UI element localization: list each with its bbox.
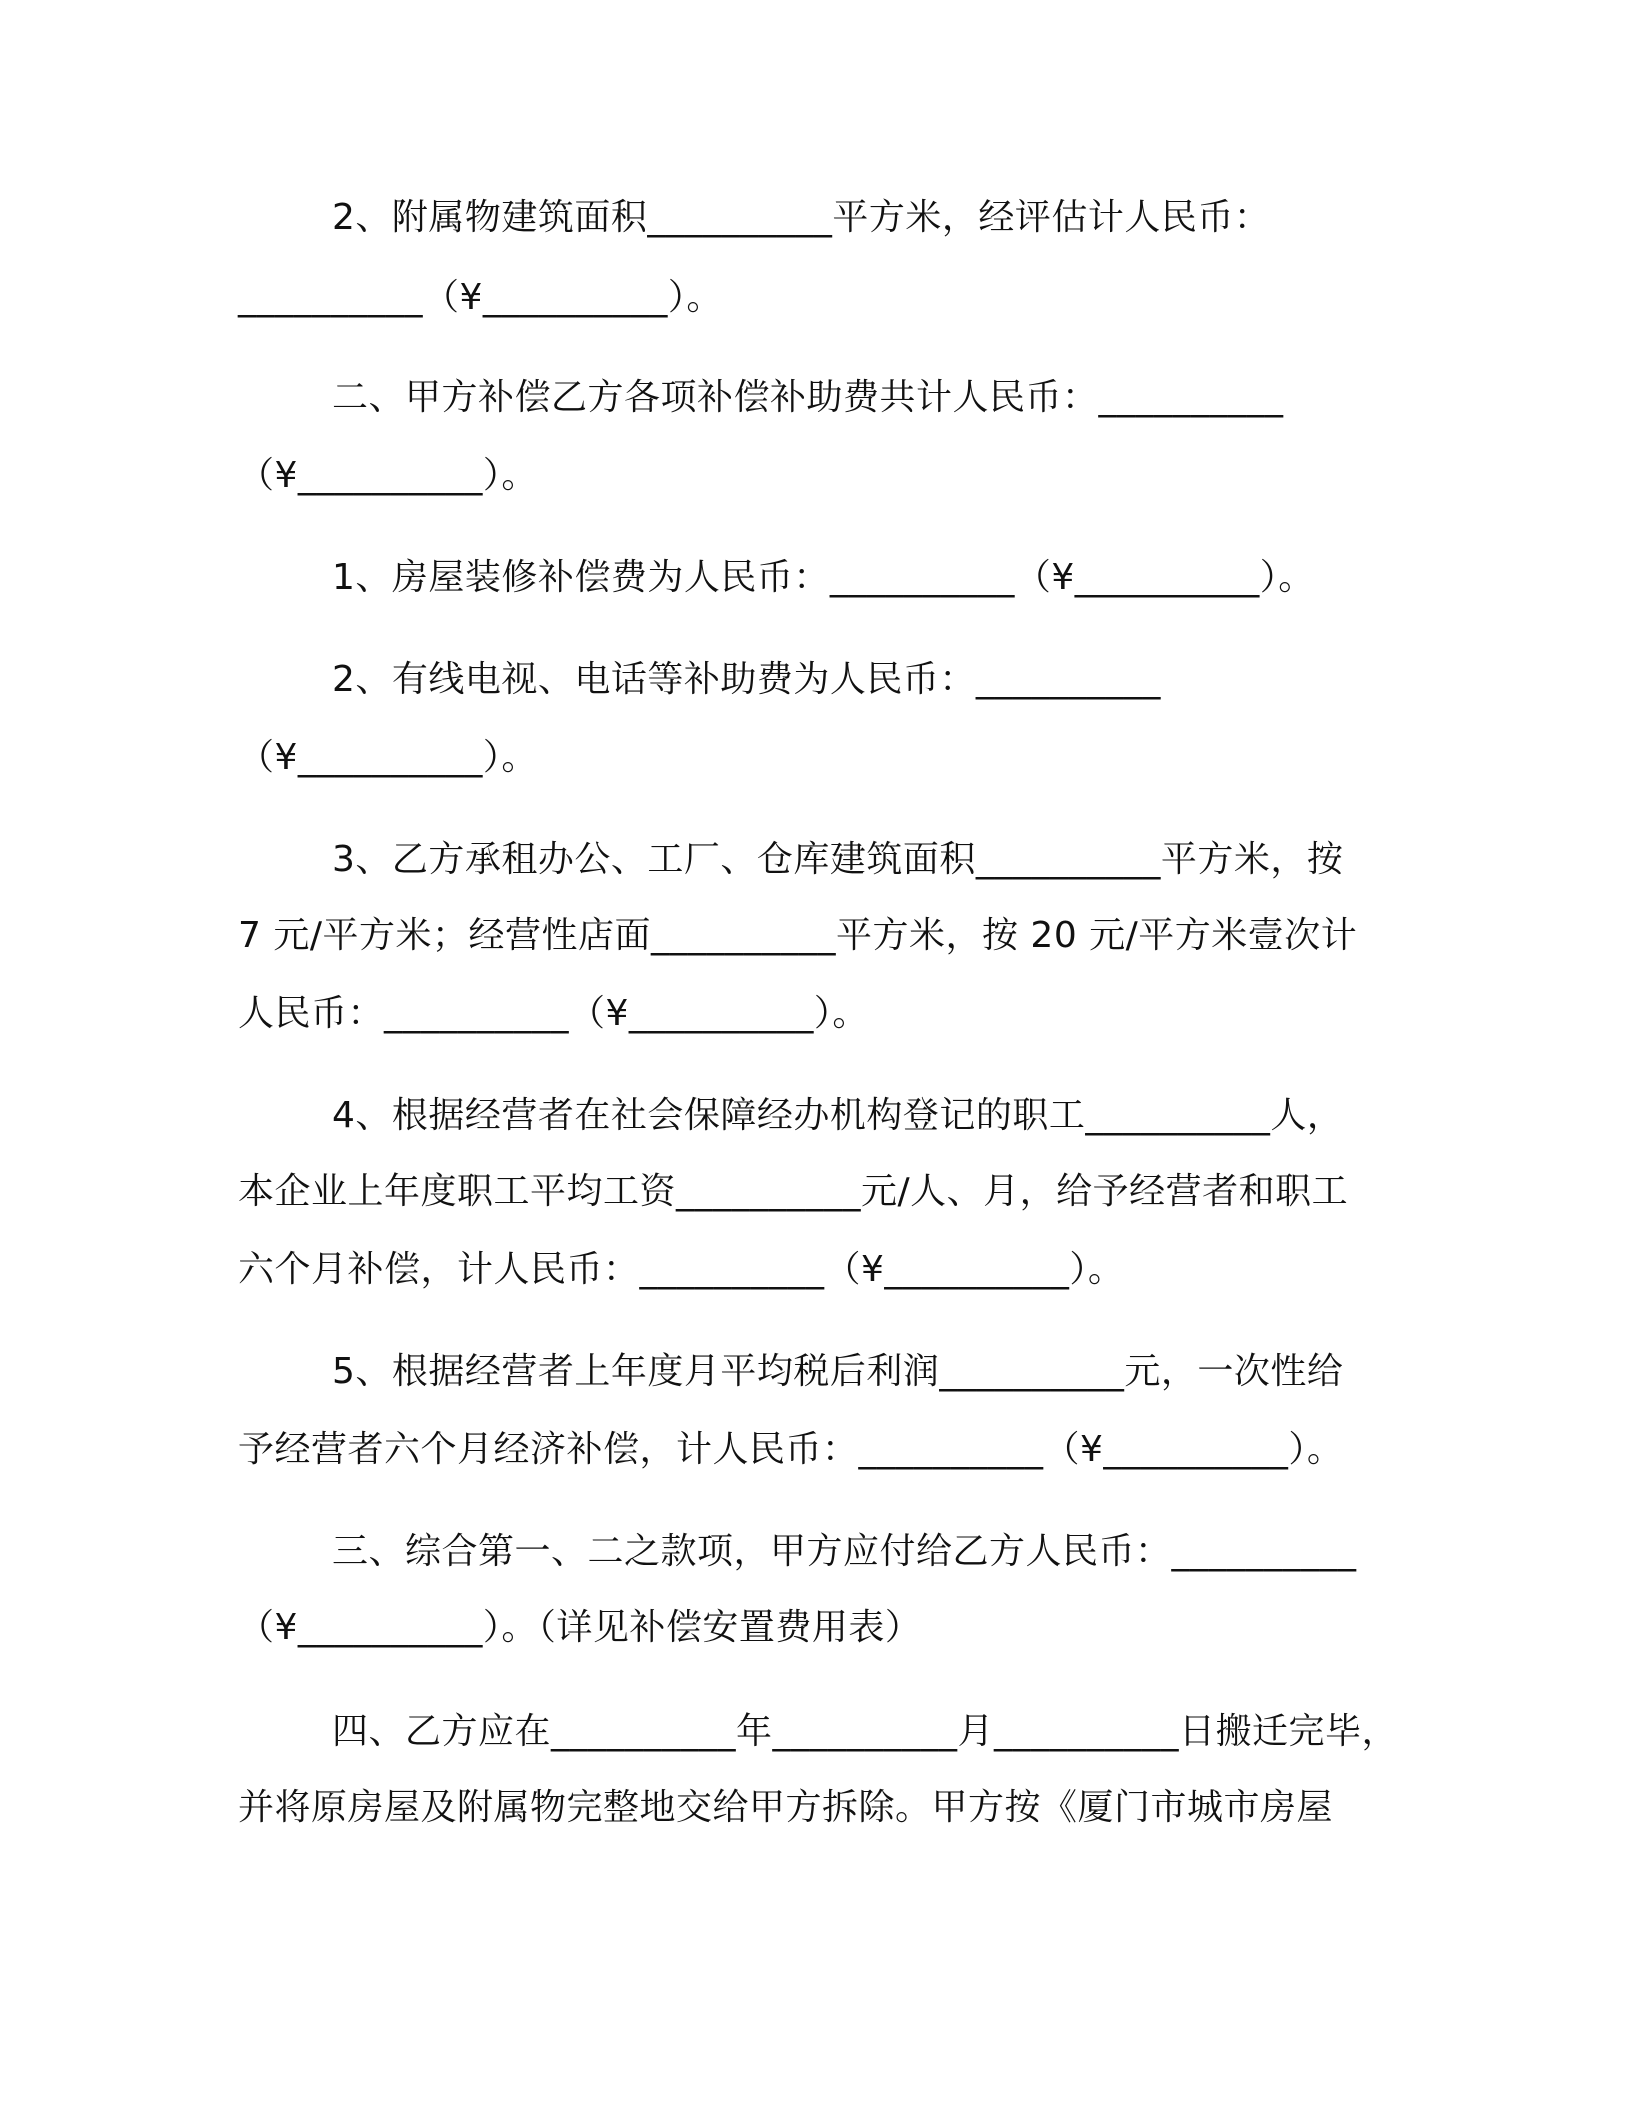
section-4-relocation-date: 四、乙方应在__________年__________月__________日搬迁完毕， — [332, 1711, 1399, 1752]
item-5-profit: 5、根据经营者上年度月平均税后利润__________元，一次性给 — [332, 1351, 1344, 1392]
item-3-leased-area: 3、乙方承租办公、工厂、仓库建筑面积__________平方米，按 — [332, 839, 1344, 880]
item-2-annex-area: 2、附属物建筑面积__________平方米，经评估计人民币： — [332, 197, 1271, 238]
item-3-shopfront: 7 元/平方米；经营性店面__________平方米，按 20 元/平方米壹次计 — [238, 915, 1358, 956]
section-3-amount: （¥__________）。（详见补偿安置费用表） — [238, 1607, 922, 1648]
section-2-heading: 二、甲方补偿乙方各项补偿补助费共计人民币：__________ — [332, 377, 1284, 418]
section-2-amount: （¥__________）。 — [238, 455, 538, 496]
item-4-amount: 六个月补偿，计人民币：__________（¥__________）。 — [238, 1249, 1125, 1290]
item-2-tv-phone: 2、有线电视、电话等补助费为人民币：__________ — [332, 659, 1161, 700]
item-2-annex-amount: __________（¥__________）。 — [238, 277, 723, 318]
item-2-tv-phone-amount: （¥__________）。 — [238, 737, 538, 778]
section-3-heading: 三、综合第一、二之款项，甲方应付给乙方人民币：__________ — [332, 1531, 1357, 1572]
item-5-amount: 予经营者六个月经济补偿，计人民币：__________（¥__________）。 — [238, 1429, 1344, 1470]
item-4-average-wage: 本企业上年度职工平均工资__________元/人、月，给予经营者和职工 — [238, 1171, 1349, 1212]
item-3-amount: 人民币：__________（¥__________）。 — [238, 993, 869, 1034]
item-1-decoration: 1、房屋装修补偿费为人民币：__________（¥__________）。 — [332, 557, 1315, 598]
item-4-employees: 4、根据经营者在社会保障经办机构登记的职工__________人， — [332, 1095, 1344, 1136]
section-4-handover: 并将原房屋及附属物完整地交给甲方拆除。甲方按《厦门市城市房屋 — [238, 1787, 1334, 1828]
